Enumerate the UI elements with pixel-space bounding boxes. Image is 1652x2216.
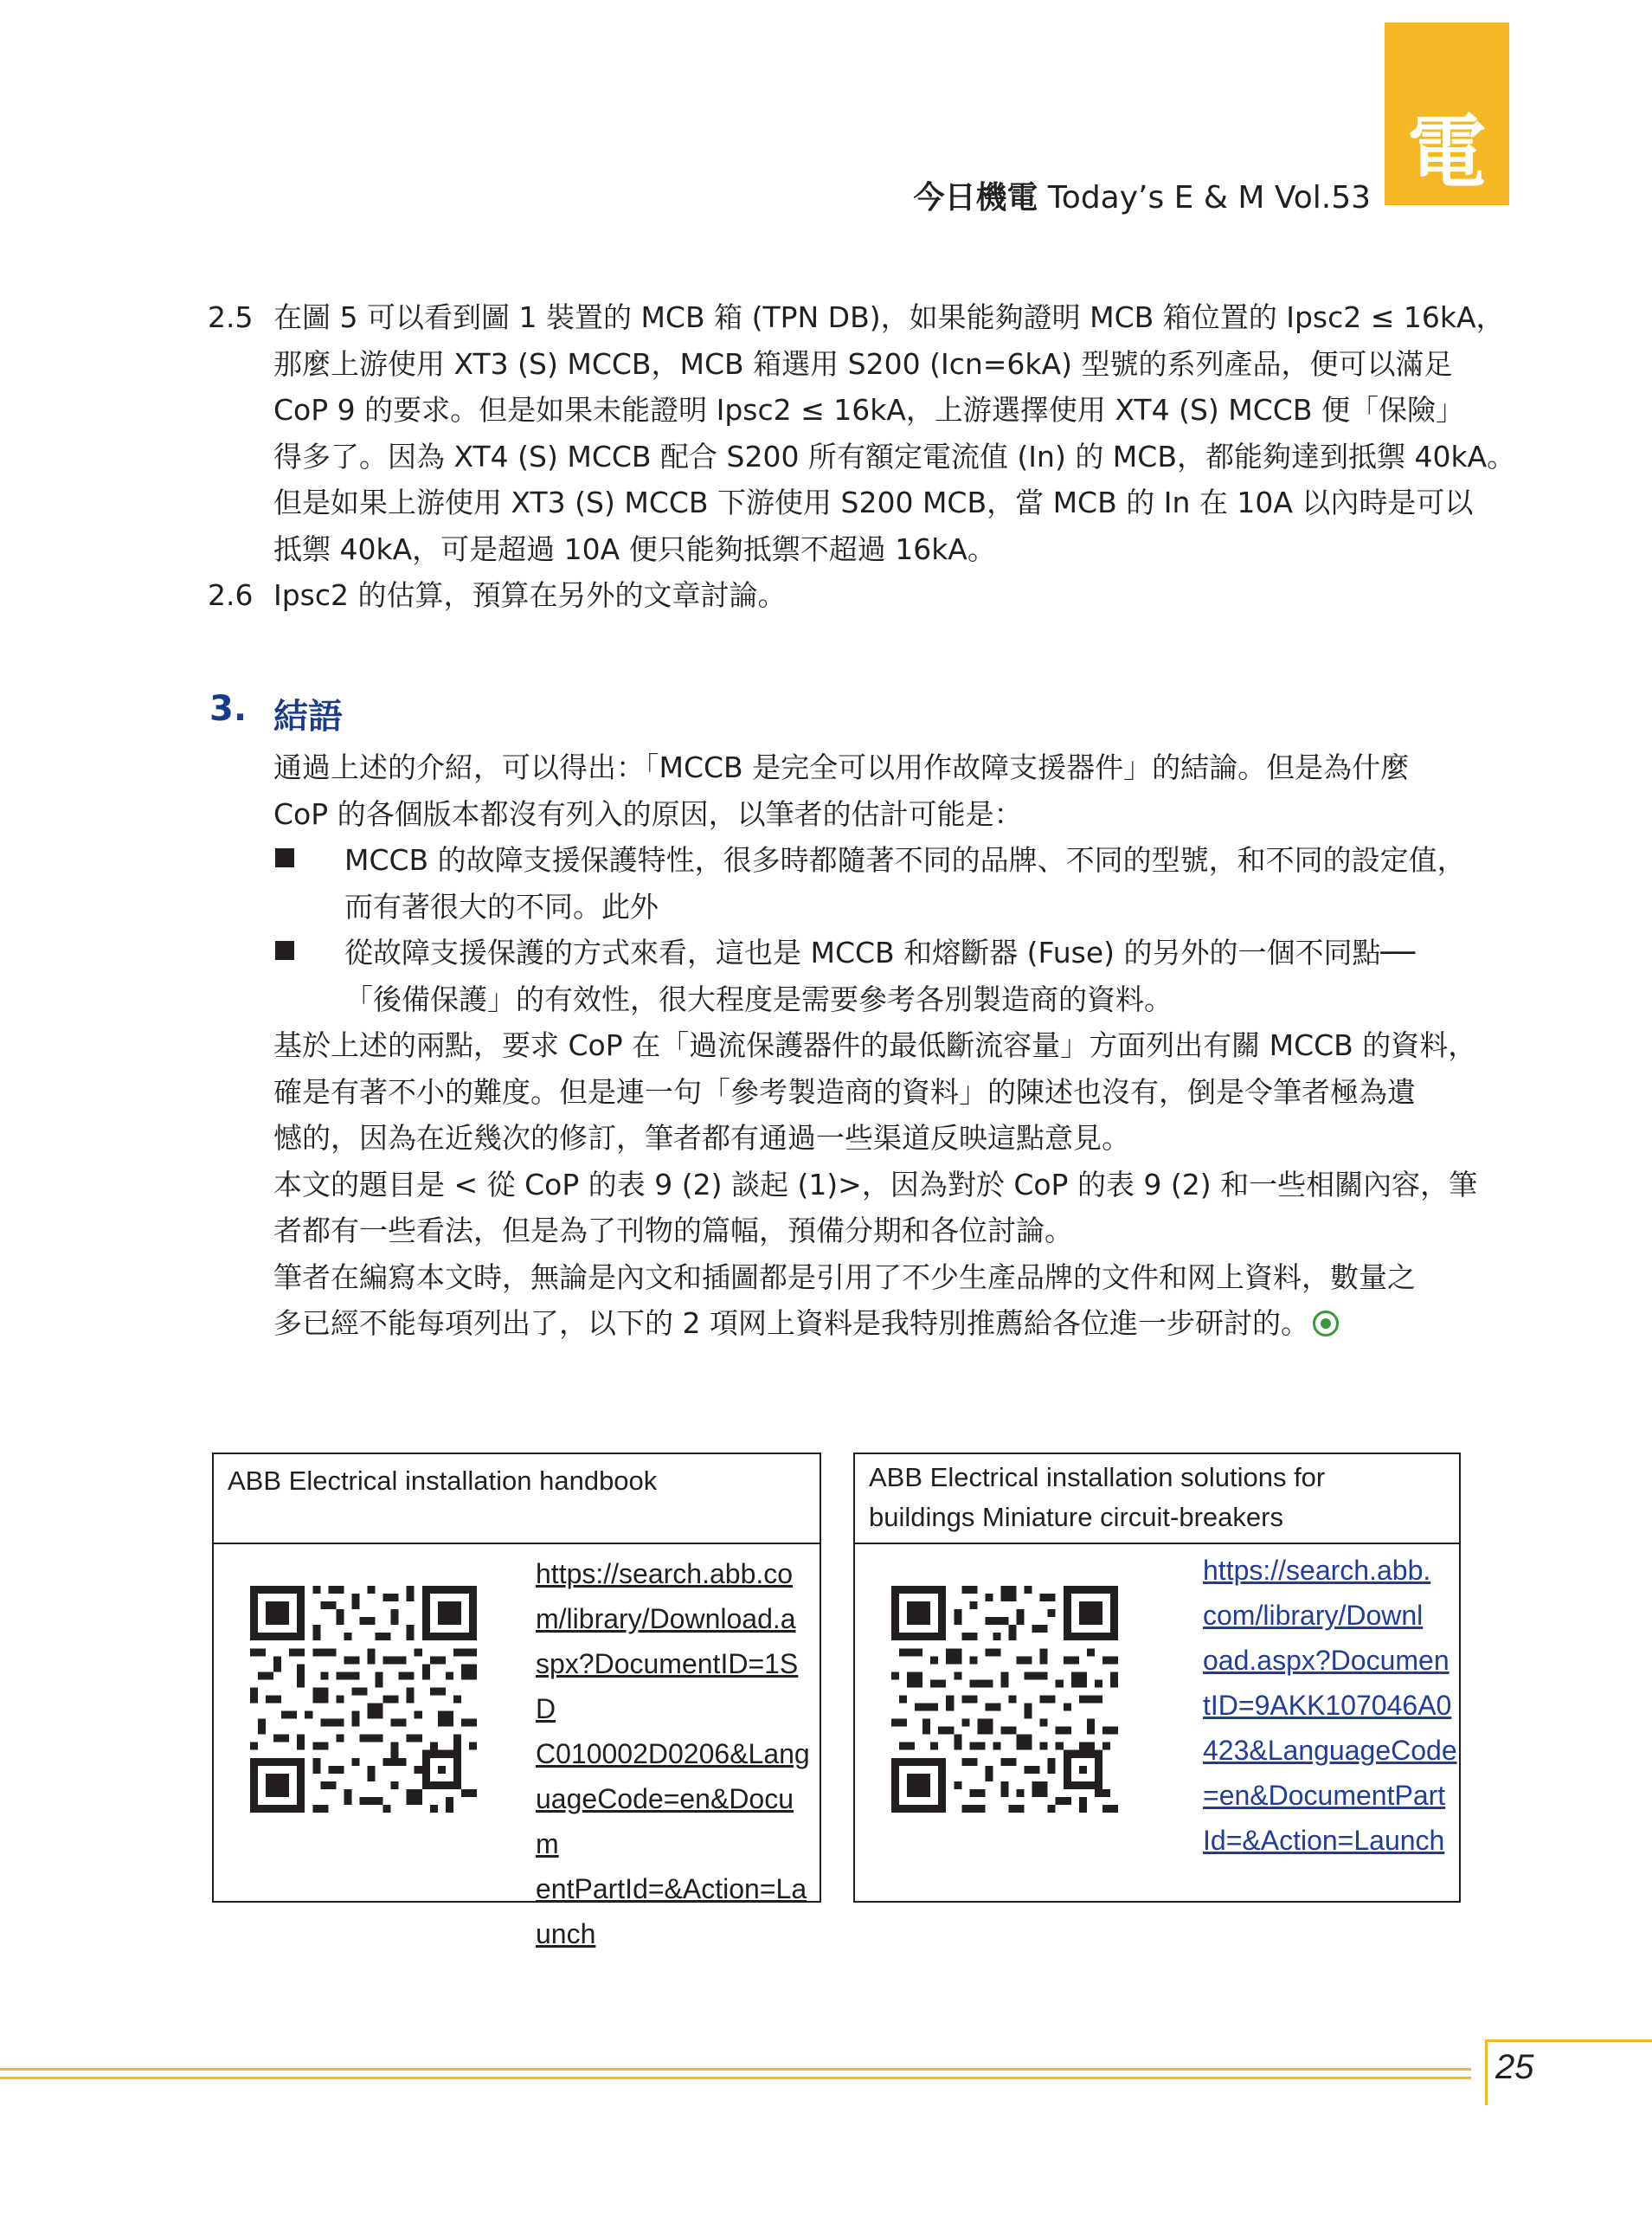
reference-box-1 (212, 1453, 821, 1949)
link-line[interactable]: C010002D0206&Lang (536, 1738, 810, 1769)
link-line[interactable]: uageCode=en&Docum (536, 1783, 794, 1859)
text-line: 確是有著不小的難度。但是連一句「參考製造商的資料」的陳述也沒有，倒是令筆者極為遺 (273, 1074, 1416, 1109)
reference-title-1 (214, 1454, 820, 1544)
text-line: 在圖 5 可以看到圖 1 裝置的 MCB 箱 (TPN DB)，如果能夠證明 MCB 箱位置的 Ipsc2 ≤ 16kA， (273, 300, 1505, 334)
section-3-number: 3. (209, 689, 247, 729)
reference-link-2[interactable] (1203, 1548, 1459, 1863)
link-line[interactable]: com/library/Downl (1203, 1600, 1424, 1631)
item-2-6-text: Ipsc2 的估算，預算在另外的文章討論。 (273, 578, 787, 612)
text-line: MCCB 的故障支援保護特性，很多時都隨著不同的品牌、不同的型號，和不同的設定值， (344, 843, 1466, 877)
bullet-item-2 (344, 930, 1415, 1022)
footer-divider (1485, 2039, 1488, 2105)
link-line[interactable]: =en&DocumentPart (1203, 1780, 1446, 1811)
reference-box-2 (853, 1453, 1461, 1903)
text-line: 抵禦 40kA，可是超過 10A 便只能夠抵禦不超過 16kA。 (273, 531, 996, 566)
bullet-item-1 (344, 837, 1466, 930)
page-number: 25 (1495, 2048, 1534, 2086)
text-line: 筆者在編寫本文時，無論是內文和插圖都是引用了不少生產品牌的文件和网上資料，數量之 (273, 1259, 1416, 1294)
text-line: CoP 的各個版本都沒有列入的原因，以筆者的估計可能是： (273, 796, 1023, 831)
reference-title-2 (855, 1454, 1459, 1544)
end-of-article-icon (1313, 1311, 1339, 1337)
qr-code-icon (250, 1586, 477, 1813)
text-line (273, 1300, 1477, 1347)
section-tab (1385, 23, 1509, 203)
item-number-2-6: 2.6 (208, 578, 254, 612)
text-line: 從故障支援保護的方式來看，這也是 MCCB 和熔斷器 (Fuse) 的另外的一個不同點── (344, 936, 1416, 970)
conclusion-body (273, 1022, 1477, 1347)
text-line: 基於上述的兩點，要求 CoP 在「過流保護器件的最低斷流容量」方面列出有關 MCCB 的資料， (273, 1028, 1477, 1062)
link-line[interactable]: Id=&Action=Launch (1203, 1825, 1445, 1856)
bullet-square (275, 848, 294, 867)
text-line: 但是如果上游使用 XT3 (S) MCCB 下游使用 S200 MCB，當 MCB 的 In 在 10A 以內時是可以 (273, 486, 1474, 519)
text-line: buildings Miniature circuit-breakers (869, 1502, 1283, 1532)
magazine-title (913, 173, 1371, 217)
text-line: ABB Electrical installation handbook (228, 1466, 658, 1496)
text-line: 那麼上游使用 XT3 (S) MCCB，MCB 箱選用 S200 (Icn=6kA) 型號的系列產品，便可以滿足 (273, 346, 1453, 381)
link-line[interactable]: https://search.abb. (1203, 1555, 1431, 1586)
magazine-title-cn: 今日機電 (913, 180, 1038, 216)
conclusion-intro (273, 744, 1409, 837)
item-number-2-5: 2.5 (208, 300, 254, 334)
reference-link-1[interactable] (536, 1551, 813, 1956)
text-line: ABB Electrical installation solutions for (869, 1462, 1326, 1492)
bullet-square (275, 941, 294, 960)
text-line: 通過上述的介紹，可以得出：「MCCB 是完全可以用作故障支援器件」的結論。但是為什麼 (273, 750, 1410, 784)
item-2-5-text (273, 294, 1515, 572)
section-tab-char: 電 (1406, 106, 1487, 199)
link-line[interactable]: https://search.abb.co (536, 1558, 794, 1589)
link-line[interactable]: oad.aspx?Documen (1203, 1645, 1450, 1676)
magazine-title-en: Today’s E & M Vol.53 (1047, 180, 1371, 216)
link-line[interactable]: unch (536, 1918, 596, 1949)
section-3-title: 結語 (273, 697, 343, 737)
text-line: CoP 9 的要求。但是如果未能證明 Ipsc2 ≤ 16kA，上游選擇使用 XT4 (S) MCCB 便「保險」 (273, 393, 1464, 427)
text-line: 憾的，因為在近幾次的修訂，筆者都有通過一些渠道反映這點意見。 (273, 1121, 1130, 1155)
header-rule (1385, 203, 1509, 205)
link-line[interactable]: spx?DocumentID=1SD (536, 1648, 799, 1724)
text-line: 者都有一些看法，但是為了刊物的篇幅，預備分期和各位討論。 (273, 1214, 1073, 1247)
text-line: 而有著很大的不同。此外 (344, 889, 659, 924)
text-line: 本文的題目是 < 從 CoP 的表 9 (2) 談起 (1)>，因為對於 CoP 的表 9 (2) 和一些相關內容，筆 (273, 1167, 1478, 1201)
link-line[interactable]: m/library/Download.a (536, 1603, 796, 1634)
text-line-last: 多已經不能每項列出了，以下的 2 項网上資料是我特別推薦給各位進一步研討的。 (273, 1306, 1309, 1340)
link-line[interactable]: tID=9AKK107046A0 (1203, 1690, 1452, 1721)
link-line[interactable]: entPartId=&Action=La (536, 1873, 807, 1904)
footer-rule-right (1485, 2039, 1652, 2042)
text-line: 「後備保護」的有效性，很大程度是需要參考各別製造商的資料。 (344, 982, 1173, 1016)
footer-rule-bottom (0, 2077, 1471, 2079)
footer-rule-top (0, 2068, 1471, 2071)
link-line[interactable]: 423&LanguageCode (1203, 1735, 1457, 1766)
qr-code-icon (891, 1586, 1118, 1813)
text-line: 得多了。因為 XT4 (S) MCCB 配合 S200 所有額定電流值 (In) 的 MCB，都能夠達到抵禦 40kA。 (273, 439, 1516, 473)
